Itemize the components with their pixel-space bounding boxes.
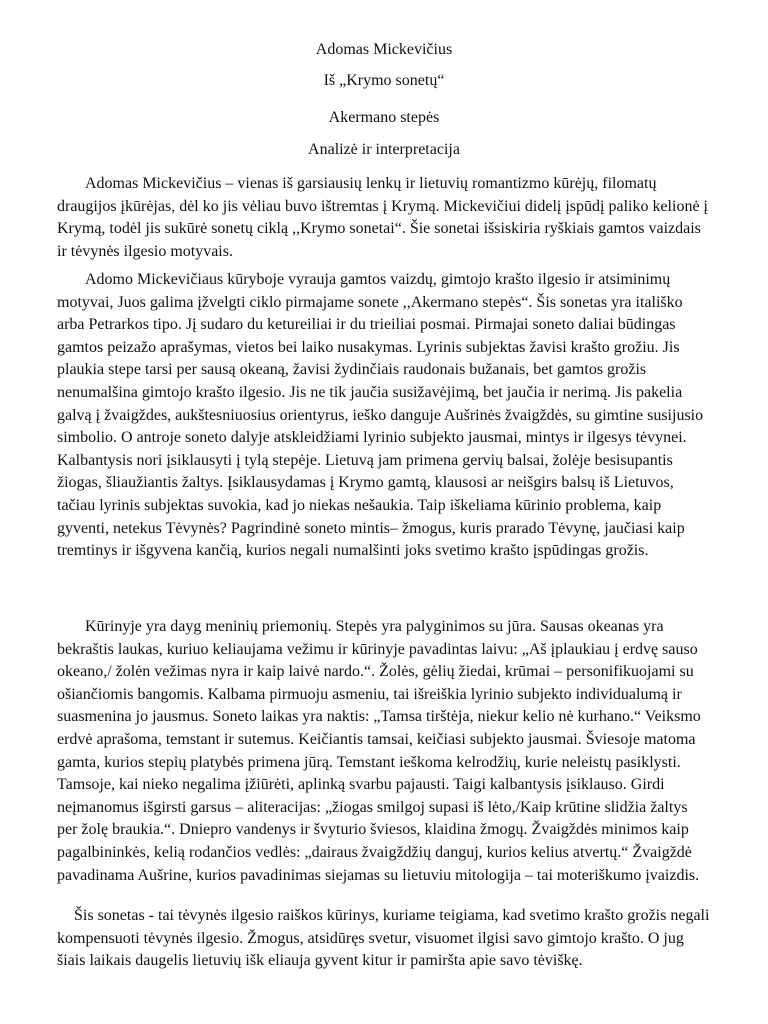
paragraph-artistic-devices: Kūrinyje yra dayg meninių priemonių. Stepės yra palyginimos su jūra. Sausas okeanas yra bekraštis laukas, kuriuo keliaujama vežimu ir kūrinyje pavadintas laivu: „Aš įplaukiau į erdvę sauso okeano,/ žolėn vežimas nyra ir kaip laivė nardo.“. Žolės, gėlių žiedai, krūmai – personifikuojami su ošiančiomis bangomis. Kalbama pirmuoju asmeniu, tai išreiškia lyrinio subjekto individualumą ir suasmenina jo jausmus. Soneto laikas yra naktis: „Tamsa tirštėja, niekur kelio nė kurhano.“ Veiksmo erdvė aprašoma, temstant ir sutemus. Keičiantis tamsai, keičiasi subjekto jausmai. Šviesoje matoma gamta, kurios stepių platybės primena jūrą. Temstant ieškoma kelrodžių, kurie neleistų pasiklysti. Tamsoje, kai nieko negalima įžiūrėti, aplinką svarbu pajausti. Taigi kalbantysis įsiklauso. Girdi neįmanomus išgirsti garsus – aliteracijas: „žiogas smilgoj supasi iš lėto,/Kaip krūtine slidžia žaltys per žolę braukia.“. Dniepro vandenys ir švyturio šviesos, klaidina žmogų. Žvaigždės minimos kaip pagalbininkės, kelią rodančios vedlės: „dairaus žvaigždžių danguj, kurios kelius atvertų.“ Žvaigždė pavadinama Aušrine, kurios pavadinimas siejamas su lietuviu mitologija – tai moteriškumo įvaizdis. (57, 618, 701, 884)
section-title-heading: Analizė ir interpretacija (308, 141, 460, 158)
author-heading: Adomas Mickevičius (315, 41, 453, 58)
paragraph-conclusion: Šis sonetas - tai tėvynės ilgesio raiškos kūrinys, kuriame teigiama, kad svetimo krašto grožis negali kompensuoti tėvynės ilgesio. Žmogus, atsidūręs svetur, visuomet ilgisi savo gimtojo krašto. O jug šiais laikais daugelis lietuvių išk eliauja gyvent kitur ir pamiršta apie savo tėviškę. (57, 907, 710, 970)
poem-title-heading: Akermano stepės (328, 109, 440, 126)
collection-heading: Iš „Krymo sonetų“ (323, 72, 445, 89)
paragraph-introduction: Adomas Mickevičius – vienas iš garsiausių lenkų ir lietuvių romantizmo kūrėjų, filomatų draugijos įkūrėjas, dėl ko jis vėliau buvo ištremtas į Krymą. Mickevičiui didelį įspūdį paliko kelionė į Krymą, todėl jis sukūrė sonetų ciklą ,,Krymo sonetai“. Šie sonetai išsiskiria ryškiais gamtos vaizdais ir tėvynės ilgesio motyvais. (57, 175, 708, 260)
paragraph-analysis: Adomo Mickevičiaus kūryboje vyrauja gamtos vaizdų, gimtojo krašto ilgesio ir atsiminimų motyvai, Juos galima įžvelgti ciklo pirmajame sonete ,,Akermano stepės“. Šis sonetas yra itališko arba Petrarkos tipo. Jį sudaro du ketureiliai ir du trieiliai posmai. Pirmajai soneto daliai būdingas gamtos peizažo aprašymas, vietos bei laiko nusakymas. Lyrinis subjektas žavisi krašto grožiu. Jis plaukia stepe tarsi per sausą okeaną, žavisi žydinčiais raudonais bužanais, bet gamtos grožis nenumalšina gimtojo krašto ilgesio. Jis ne tik jaučia susižavėjimą, bet jaučia ir nerimą. Jis pakelia galvą į žvaigždes, aukštesniuosius orientyrus, ieško danguje Aušrinės žvaigždės, su gimtine susijusio simbolio. O antroje soneto dalyje atskleidžiami lyrinio subjekto jausmai, mintys ir ilgesys tėvynei. Kalbantysis nori įsiklausyti į tylą stepėje. Lietuvą jam primena gervių balsai, žolėje besisupantis žiogas, šliaužiantis žaltys. Įsiklausydamas į Krymo gamtą, klausosi ar neišgirs balsų iš Lietuvos, tačiau lyrinis subjektas suvokia, kad jo niekas nešaukia. Taip iškeliama kūrinio problema, kaip gyventi, netekus Tėvynės? Pagrindinė soneto mintis– žmogus, kuris prarado Tėvynę, jaučiasi kaip tremtinys ir išgyvena kančią, kurios negali numalšinti joks svetimo krašto įspūdingas grožis. (57, 271, 704, 560)
